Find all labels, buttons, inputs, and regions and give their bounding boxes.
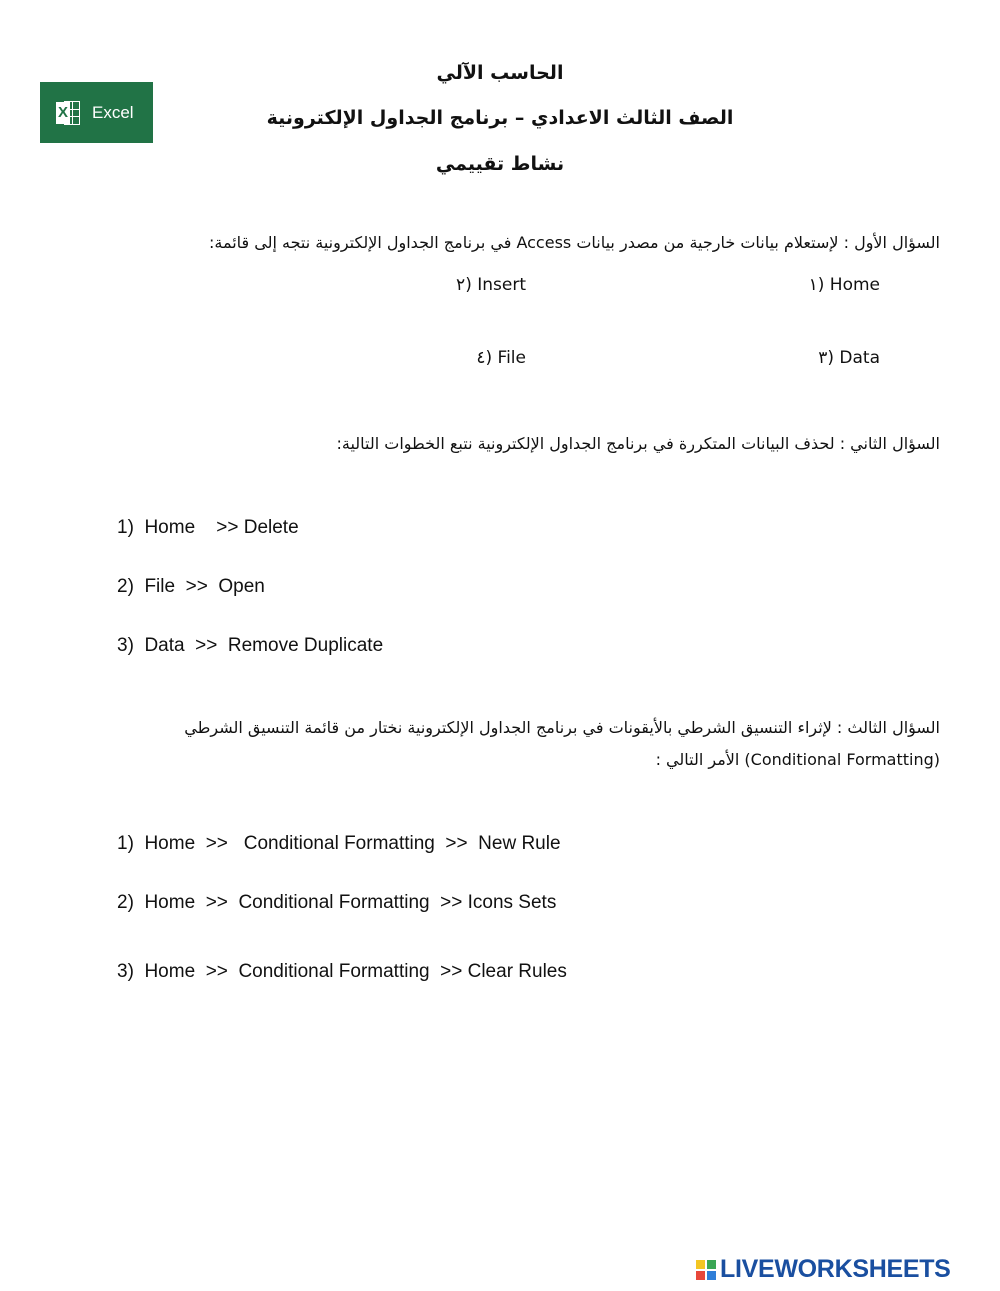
liveworksheets-watermark — [696, 1255, 951, 1284]
q2-step-1: 1) Home >> Delete — [117, 517, 299, 538]
liveworksheets-icon — [696, 1260, 716, 1280]
question-1-text: السؤال الأول : لإستعلام بيانات خارجية من مصدر بيانات Access في برنامج الجداول الإلكترونية نتجه إلى قائمة: — [208, 233, 940, 252]
q1-option-3: Data (٣ — [818, 348, 880, 368]
q1-option-4: File (٤ — [476, 348, 526, 368]
subject-title: الحاسب الآلي — [436, 62, 564, 84]
liveworksheets-brand: LIVEWORKSHEETS — [720, 1255, 951, 1283]
q1-option-1: Home (١ — [808, 275, 880, 295]
excel-logo — [40, 82, 153, 143]
q2-step-2: 2) File >> Open — [117, 576, 265, 597]
q1-option-2: Insert (٢ — [456, 275, 526, 295]
q3-step-3: 3) Home >> Conditional Formatting >> Clear Rules — [117, 961, 567, 982]
question-3-text: السؤال الثالث : لإثراء التنسيق الشرطي بالأيقونات في برنامج الجداول الإلكترونية نختار من قائمة التنسيق الشرطي (Conditional Formatting) الأمر التالي : — [184, 718, 940, 769]
activity-title: نشاط تقييمي — [435, 153, 565, 175]
grade-topic-title: الصف الثالث الاعدادي – برنامج الجداول الإلكترونية — [266, 107, 734, 129]
q2-step-3: 3) Data >> Remove Duplicate — [117, 635, 384, 656]
excel-logo-label: Excel — [92, 102, 134, 122]
q3-step-1: 1) Home >> Conditional Formatting >> New Rule — [117, 833, 561, 854]
question-2-text: السؤال الثاني : لحذف البيانات المتكررة في برنامج الجداول الإلكترونية نتبع الخطوات التالية: — [336, 434, 940, 453]
q3-step-2: 2) Home >> Conditional Formatting >> Icons Sets — [117, 892, 557, 913]
excel-icon — [56, 100, 80, 126]
excel-icon-letter: X — [56, 102, 70, 124]
